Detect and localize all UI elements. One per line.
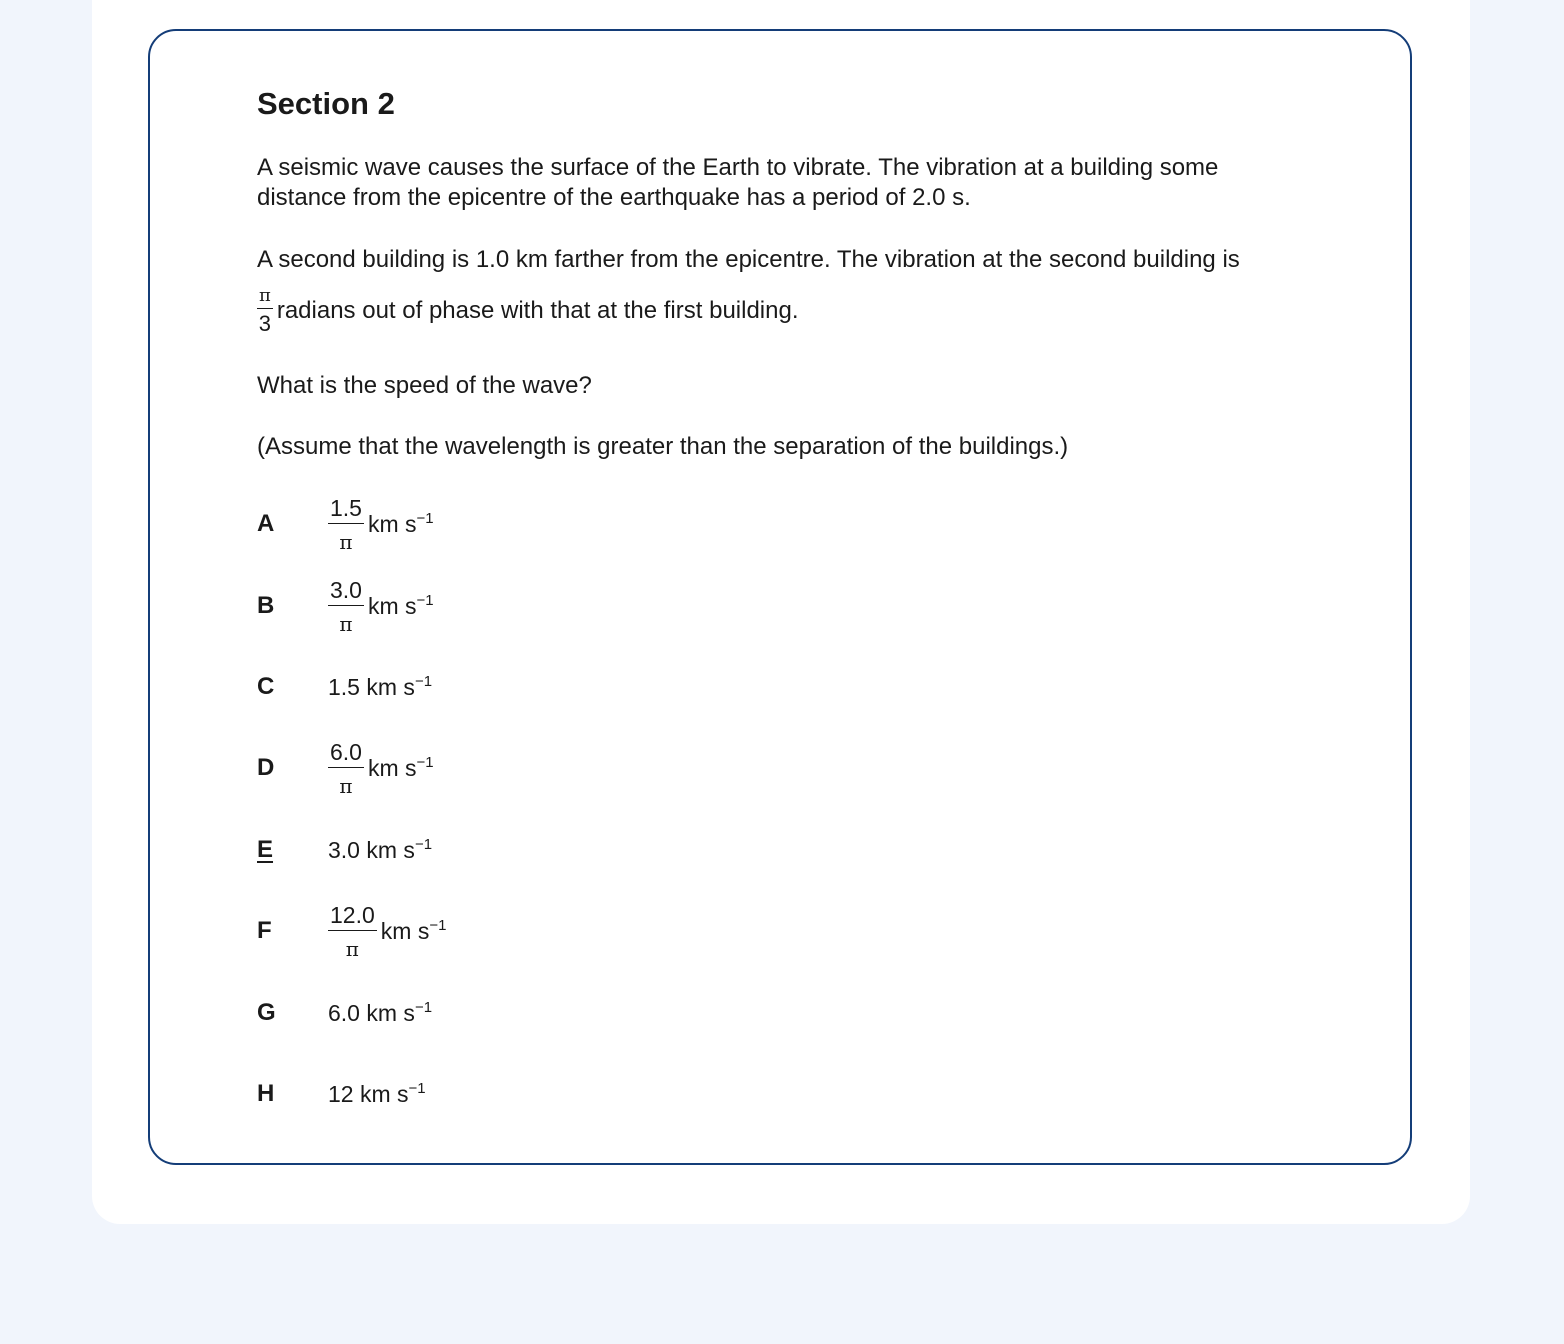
option-number: 3.0 [328, 836, 360, 863]
phase-fraction-denominator: 3 [258, 311, 272, 336]
phase-fraction [257, 287, 273, 335]
option-denominator: π [339, 529, 353, 554]
option-g[interactable] [257, 983, 432, 1043]
option-value [328, 738, 434, 798]
option-e[interactable] [257, 820, 432, 880]
option-number: 12 [328, 1080, 354, 1107]
option-letter: D [257, 754, 275, 781]
option-fraction [328, 738, 364, 798]
question-assumption: (Assume that the wavelength is greater than the separation of the buildings.) [257, 433, 1069, 460]
option-letter: C [257, 673, 275, 700]
option-h[interactable] [257, 1064, 426, 1124]
option-f[interactable] [257, 901, 446, 961]
option-number: 1.5 [328, 673, 360, 700]
option-c[interactable] [257, 657, 432, 717]
question-paragraph-1 [257, 153, 1218, 213]
option-value [328, 901, 447, 961]
question-card [148, 29, 1412, 1165]
option-unit: km $s^{-1}$ [366, 673, 433, 700]
option-fraction [328, 576, 364, 636]
option-numerator: 6.0 [328, 741, 364, 768]
option-unit: km $s^{-1}$ [359, 1080, 426, 1107]
option-numerator: 1.5 [328, 497, 364, 524]
option-value [328, 836, 432, 864]
section-title: Section 2 [257, 86, 395, 121]
option-unit: km $s^{-1}$ [380, 917, 447, 944]
option-value [328, 494, 434, 554]
option-letter-correct: E [257, 836, 274, 863]
question-prompt: What is the speed of the wave? [257, 372, 592, 399]
option-number: 6.0 [328, 999, 360, 1026]
paragraph-2-line-1: A second building is 1.0 km farther from the epicentre. The vibration at the second building is [257, 246, 1240, 273]
option-unit: km $s^{-1}$ [367, 592, 434, 619]
option-denominator: π [345, 936, 359, 961]
option-d[interactable] [257, 738, 434, 798]
option-letter: G [257, 999, 276, 1026]
option-letter: A [257, 510, 275, 537]
phase-fraction-numerator: π [257, 287, 273, 309]
question-paragraph-2-line-2 [257, 287, 799, 335]
option-unit: km $s^{-1}$ [366, 836, 433, 863]
option-unit: km $s^{-1}$ [366, 999, 433, 1026]
option-b[interactable] [257, 576, 434, 636]
option-numerator: 3.0 [328, 579, 364, 606]
option-a[interactable] [257, 494, 434, 554]
option-fraction [328, 901, 377, 961]
option-value [328, 673, 432, 701]
paragraph-1-line-2: distance from the epicentre of the earthquake has a period of 2.0 s. [257, 184, 971, 211]
option-letter: F [257, 917, 272, 944]
option-denominator: π [339, 773, 353, 798]
option-value [328, 999, 432, 1027]
paragraph-1-line-1: A seismic wave causes the surface of the Earth to vibrate. The vibration at a building some [257, 154, 1219, 181]
option-numerator: 12.0 [328, 904, 377, 931]
paragraph-2-line-2: radians out of phase with that at the first building. [276, 297, 799, 324]
option-value [328, 1080, 426, 1108]
option-unit: km $s^{-1}$ [367, 754, 434, 781]
option-letter: B [257, 592, 275, 619]
option-fraction [328, 494, 364, 554]
option-value [328, 576, 434, 636]
option-unit: km $s^{-1}$ [367, 510, 434, 537]
option-letter: H [257, 1080, 275, 1107]
option-denominator: π [339, 611, 353, 636]
